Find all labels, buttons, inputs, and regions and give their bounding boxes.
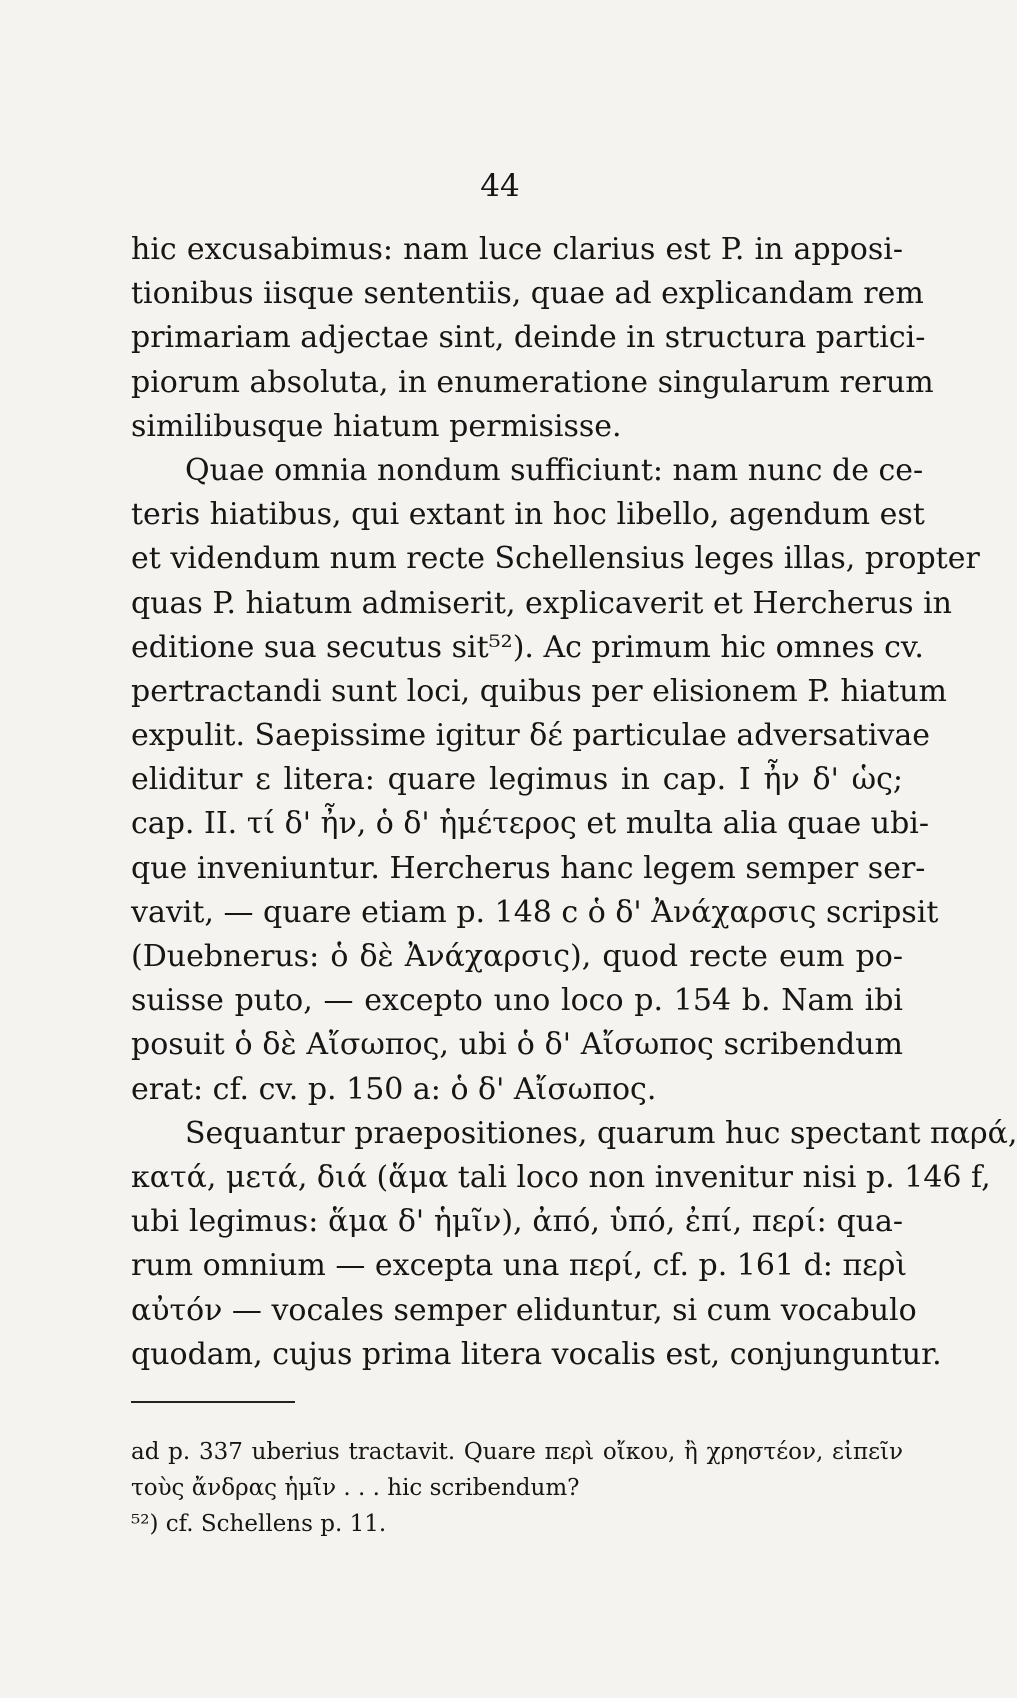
text-line: eliditur ε litera: quare legimus in cap. I ἦν δ' ὡς;: [131, 762, 903, 798]
text-line: (Duebnerus: ὁ δὲ Ἀνάχαρσις), quod recte eum po-: [131, 939, 903, 974]
text-line: erat: cf. cv. p. 150 a: ὁ δ' Αἴσωπος.: [131, 1071, 657, 1107]
text-line: cap. II. τί δ' ἦν, ὁ δ' ἡμέτερος et multa alia quae ubi-: [131, 806, 930, 842]
footnote-line: ad p. 337 uberius tractavit. Quare περὶ οἴκου, ἢ χρηστέον, εἰπεῖν: [131, 1439, 903, 1465]
text-line: hic excusabimus: nam luce clarius est P. in apposi-: [131, 232, 903, 267]
text-line: ubi legimus: ἅμα δ' ἡμῖν), ἀπό, ὑπό, ἐπί, περί: qua-: [131, 1204, 903, 1240]
text-line: primariam adjectae sint, deinde in structura partici-: [131, 320, 926, 356]
text-line: piorum absoluta, in enumeratione singularum rerum: [131, 364, 934, 400]
text-line: rum omnium — excepta una περί, cf. p. 161 d: περὶ: [131, 1248, 908, 1284]
text-line: similibusque hiatum permisisse.: [131, 408, 622, 444]
text-line: expulit. Saepissime igitur δέ particulae adversativae: [131, 718, 931, 754]
text-line: Quae omnia nondum sufficiunt: nam nunc de ce-: [185, 452, 924, 488]
page-number: 44: [480, 168, 520, 204]
text-line: posuit ὁ δὲ Αἴσωπος, ubi ὁ δ' Αἴσωπος scribendum: [131, 1027, 903, 1063]
footnote-line: ⁵²) cf. Schellens p. 11.: [131, 1511, 387, 1537]
text-line: que inveniuntur. Hercherus hanc legem semper ser-: [131, 850, 926, 886]
text-line: Sequantur praepositiones, quarum huc spectant παρά,: [185, 1115, 1017, 1151]
text-line: αὐτόν — vocales semper eliduntur, si cum vocabulo: [131, 1292, 917, 1328]
footnote-line: τοὺς ἄνδρας ἡμῖν . . . hic scribendum?: [131, 1475, 580, 1501]
footnote-separator: [131, 1401, 295, 1403]
text-line: teris hiatibus, qui extant in hoc libello, agendum est: [131, 497, 925, 533]
body-text: [131, 228, 1017, 1377]
text-line: editione sua secutus sit⁵²). Ac primum hic omnes cv.: [131, 629, 924, 665]
text-line: quodam, cujus prima litera vocalis est, conjunguntur.: [131, 1336, 942, 1372]
text-line: quas P. hiatum admiserit, explicaverit et Hercherus in: [131, 585, 953, 621]
text-line: pertractandi sunt loci, quibus per elisionem P. hiatum: [131, 673, 948, 709]
text-line: suisse puto, — excepto uno loco p. 154 b. Nam ibi: [131, 983, 903, 1019]
text-line: et videndum num recte Schellensius leges illas, propter: [131, 541, 980, 577]
text-line: tionibus iisque sententiis, quae ad explicandam rem: [131, 276, 924, 312]
footnotes: [131, 1434, 903, 1542]
text-line: vavit, — quare etiam p. 148 c ὁ δ' Ἀνάχαρσις scripsit: [131, 894, 939, 930]
text-line: κατά, μετά, διά (ἅμα tali loco non invenitur nisi p. 146 f,: [131, 1159, 991, 1195]
